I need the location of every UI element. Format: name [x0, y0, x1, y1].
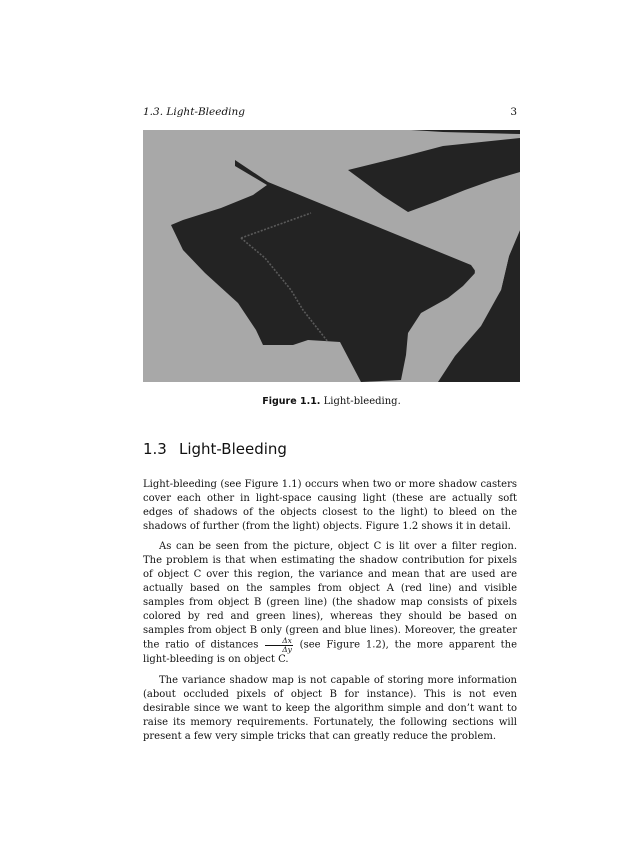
section-heading — [143, 440, 287, 458]
page-number: 3 — [510, 106, 517, 118]
figure-light-bleeding — [143, 130, 520, 382]
figure-caption-text: Light-bleeding. — [323, 396, 401, 407]
paragraph-3: The variance shadow map is not capable of storing more information (about occluded pixels of object B for instance). This is not even desirable since we want to keep the algorithm simple and don’t want to raise its memory requirements. Fortunately, the following sections will present a few very simple tricks that can greatly reduce the problem. — [143, 674, 517, 742]
running-head — [143, 106, 517, 120]
paragraph-2-text-before: As can be seen from the picture, object C is lit over a filter region. The problem is that when estimating the shadow contribution for pixels of object C over this region, the variance and mean that are used are actually based on the samples from object A (red line) and visible samples from object B (green line) (the shadow map consists of pixels colored by red and green lines), whereas they should be based on samples from object B only (green and blue lines). Moreover, the greater the ratio of distances — [143, 541, 517, 651]
distance-ratio-fraction — [265, 637, 293, 653]
section-number: 1.3 — [143, 440, 167, 458]
paragraph-2 — [143, 540, 517, 667]
running-head-section-title: 1.3. Light-Bleeding — [143, 106, 246, 118]
fraction-denominator: Δy — [282, 644, 292, 654]
figure-light-bleeding-image — [143, 130, 520, 382]
figure-caption — [143, 396, 520, 407]
paragraph-1: Light-bleeding (see Figure 1.1) occurs when two or more shadow casters cover each other in light-space causing light (these are actually soft edges of shadows of the objects closest to the light) to bleed on the shadows of further (from the light) objects. Figure 1.2 shows it in detail. — [143, 479, 517, 532]
fraction-numerator: Δx — [265, 637, 293, 646]
paragraph-2-text-after: (see Figure 1.2), the more apparent the light-bleeding is on object C. — [143, 639, 517, 666]
section-title: Light-Bleeding — [179, 440, 287, 458]
figure-caption-label: Figure 1.1. — [262, 396, 321, 407]
body-text — [143, 478, 517, 750]
